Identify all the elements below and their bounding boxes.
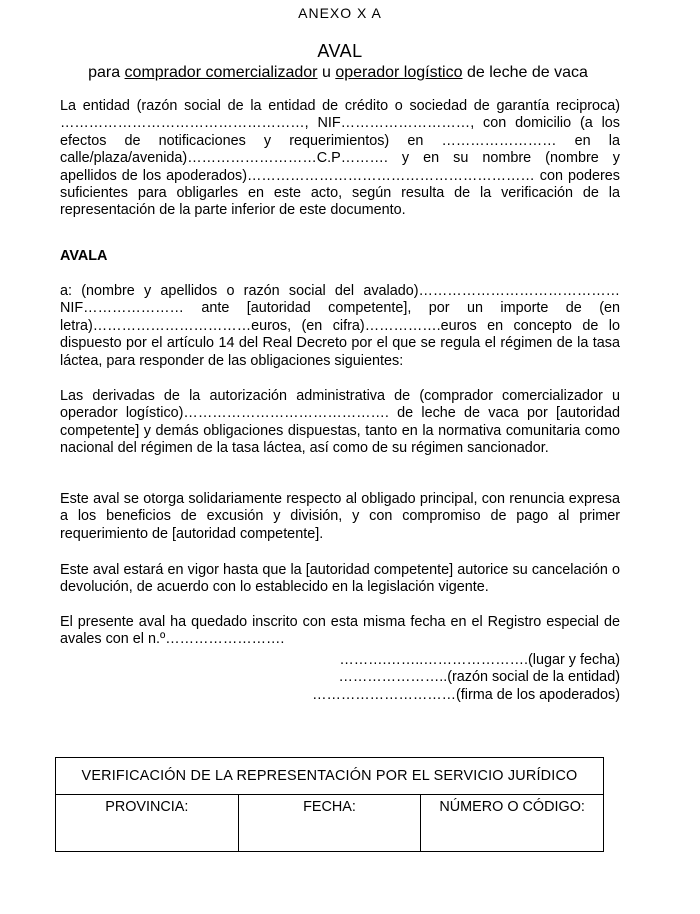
document-subtitle	[0, 64, 676, 82]
beneficiary-paragraph: a: (nombre y apellidos o razón social del avalado)…………………………………… NIF………………… ante [autoridad competente], por un importe de (en letra)……………………………euros, (en cifra)…………….euros en concepto de lo dispuesto por el artículo 14 del Real Decreto por el que se regula el régimen de la tasa láctea, para responder de las obligaciones siguientes:	[60, 283, 620, 369]
number-code-cell: NÚMERO O CÓDIGO:	[421, 795, 604, 852]
avala-heading: AVALA	[60, 248, 108, 264]
subtitle-text-1: para	[88, 64, 125, 81]
obligations-paragraph: Las derivadas de la autorización administrativa de (comprador comercializador u operador logístico)……………………………………. de leche de vaca por [autoridad competente] y demás obligaciones dispuestas, tanto en la normativa comunitaria como nacional del régimen de la tasa láctea, así como de su régimen sancionador.	[60, 388, 620, 457]
solidary-paragraph: Este aval se otorga solidariamente respecto al obligado principal, con renuncia expresa a los beneficios de excusión y división, y con compromiso de pago al primer requerimiento de [autoridad competente].	[60, 491, 620, 542]
entity-name-line: …………………..(razón social de la entidad)	[338, 669, 620, 686]
subtitle-text-3: de leche de vaca	[462, 64, 588, 81]
date-cell: FECHA:	[238, 795, 421, 852]
validity-paragraph: Este aval estará en vigor hasta que la [autoridad competente] autorice su cancelación o devolución, de acuerdo con lo establecido en la legislación vigente.	[60, 562, 620, 596]
signature-block	[240, 652, 620, 704]
province-cell: PROVINCIA:	[56, 795, 239, 852]
document-title: AVAL	[317, 41, 363, 61]
subtitle-text-2: u	[317, 64, 336, 81]
signature-line: …………………………(firma de los apoderados)	[312, 686, 620, 703]
subtitle-underlined-2: operador logístico	[335, 64, 463, 81]
verification-heading: VERIFICACIÓN DE LA REPRESENTACIÓN POR EL SERVICIO JURÍDICO	[56, 758, 604, 795]
verification-table	[55, 757, 604, 852]
place-date-line: ……….……..………………….(lugar y fecha)	[339, 652, 620, 668]
annex-label: ANEXO X A	[298, 5, 382, 21]
entity-paragraph: La entidad (razón social de la entidad de crédito o sociedad de garantía reciproca) ……………………………………………, NIF………………………, con domicilio (a los efectos de notificaciones y requerimientos) en …………………… en la calle/plaza/avenida)………………………C.P………. y en su nombre (nombre y apellidos de los apoderados)…………………………………………………… con poderes suficientes para obligarles en este acto, según resulta de la verificación de la representación de la parte inferior de este documento.	[60, 98, 620, 219]
subtitle-underlined-1: comprador comercializador	[124, 64, 318, 81]
registry-paragraph: El presente aval ha quedado inscrito con esta misma fecha en el Registro especial de avales con el n.º…………………….	[60, 614, 620, 648]
